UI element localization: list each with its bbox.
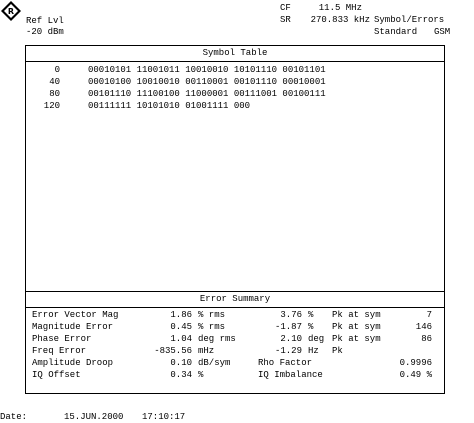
symbol-bits: 00101110 11100100 11000001 00111001 00100111 [88,89,326,99]
metric-peak-unit: deg [308,334,325,344]
measurement-frame [25,45,445,394]
metric-unit: % rms [198,322,226,332]
symbol-index: 120 [43,101,60,111]
metric-unit: deg rms [198,334,236,344]
metric-label: IQ Offset [32,370,81,380]
standard-label: Standard [374,27,418,37]
symbol-index: 80 [49,89,60,99]
metric-secondary-value: 7 [426,310,432,320]
metric-value: 1.86 [170,310,192,320]
metric-unit: % [198,370,204,380]
error-row [32,357,442,369]
metric-secondary-label: Rho Factor [258,358,313,368]
svg-text:R: R [7,7,15,16]
standard-value: GSM [434,27,451,37]
error-row [32,333,442,345]
metric-peak-value: -1.29 [274,346,302,356]
metric-secondary-value: 86 [421,334,432,344]
symbol-index: 0 [54,65,60,75]
metric-secondary-label: Pk [332,346,343,356]
metric-secondary-label: Pk at sym [332,322,381,332]
metric-label: Freq Error [32,346,87,356]
metric-label: Error Vector Mag [32,310,119,320]
symbol-table-title: Symbol Table [26,46,444,62]
ref-level-label: Ref Lvl [26,16,64,26]
metric-unit: dB/sym [198,358,231,368]
metric-secondary-value: 0.49 % [399,370,432,380]
rohde-schwarz-logo-icon [0,0,22,22]
date-label: Date: [0,412,28,422]
metric-peak-value: 2.10 [280,334,302,344]
metric-peak-unit: % [308,322,314,332]
mode-label: Symbol/Errors [374,15,445,25]
error-summary-title: Error Summary [26,291,444,308]
metric-unit: mHz [198,346,215,356]
metric-peak-value: 3.76 [280,310,302,320]
metric-label: Phase Error [32,334,92,344]
metric-value: 0.45 [170,322,192,332]
metric-peak-unit: % [308,310,314,320]
metric-secondary-label: IQ Imbalance [258,370,323,380]
ref-level-value: -20 dBm [26,27,64,37]
metric-peak-value: -1.87 [274,322,302,332]
symbol-bits: 00111111 10101010 01001111 000 [88,101,251,111]
metric-secondary-label: Pk at sym [332,334,381,344]
metric-value: -835.56 [154,346,192,356]
metric-value: 0.34 [170,370,192,380]
metric-secondary-value: 146 [415,322,432,332]
metric-peak-unit: Hz [308,346,319,356]
cf-value: 11.5 MHz [318,3,362,13]
metric-secondary-label: Pk at sym [332,310,381,320]
time-value: 17:10:17 [142,412,186,422]
metric-unit: % rms [198,310,226,320]
metric-value: 1.04 [170,334,192,344]
error-row [32,321,442,333]
error-row [32,345,442,357]
cf-label: CF [280,3,291,13]
metric-label: Amplitude Droop [32,358,114,368]
metric-label: Magnitude Error [32,322,114,332]
symbol-index: 40 [49,77,60,87]
error-row [32,309,442,321]
metric-value: 0.10 [170,358,192,368]
symbol-bits: 00010100 10010010 00110001 00101110 00010001 [88,77,326,87]
sr-value: 270.833 kHz [310,15,370,25]
date-value: 15.JUN.2000 [64,412,124,422]
metric-secondary-value: 0.9996 [399,358,432,368]
sr-label: SR [280,15,291,25]
symbol-bits: 00010101 11001011 10010010 10101110 00101101 [88,65,326,75]
error-row [32,369,442,381]
